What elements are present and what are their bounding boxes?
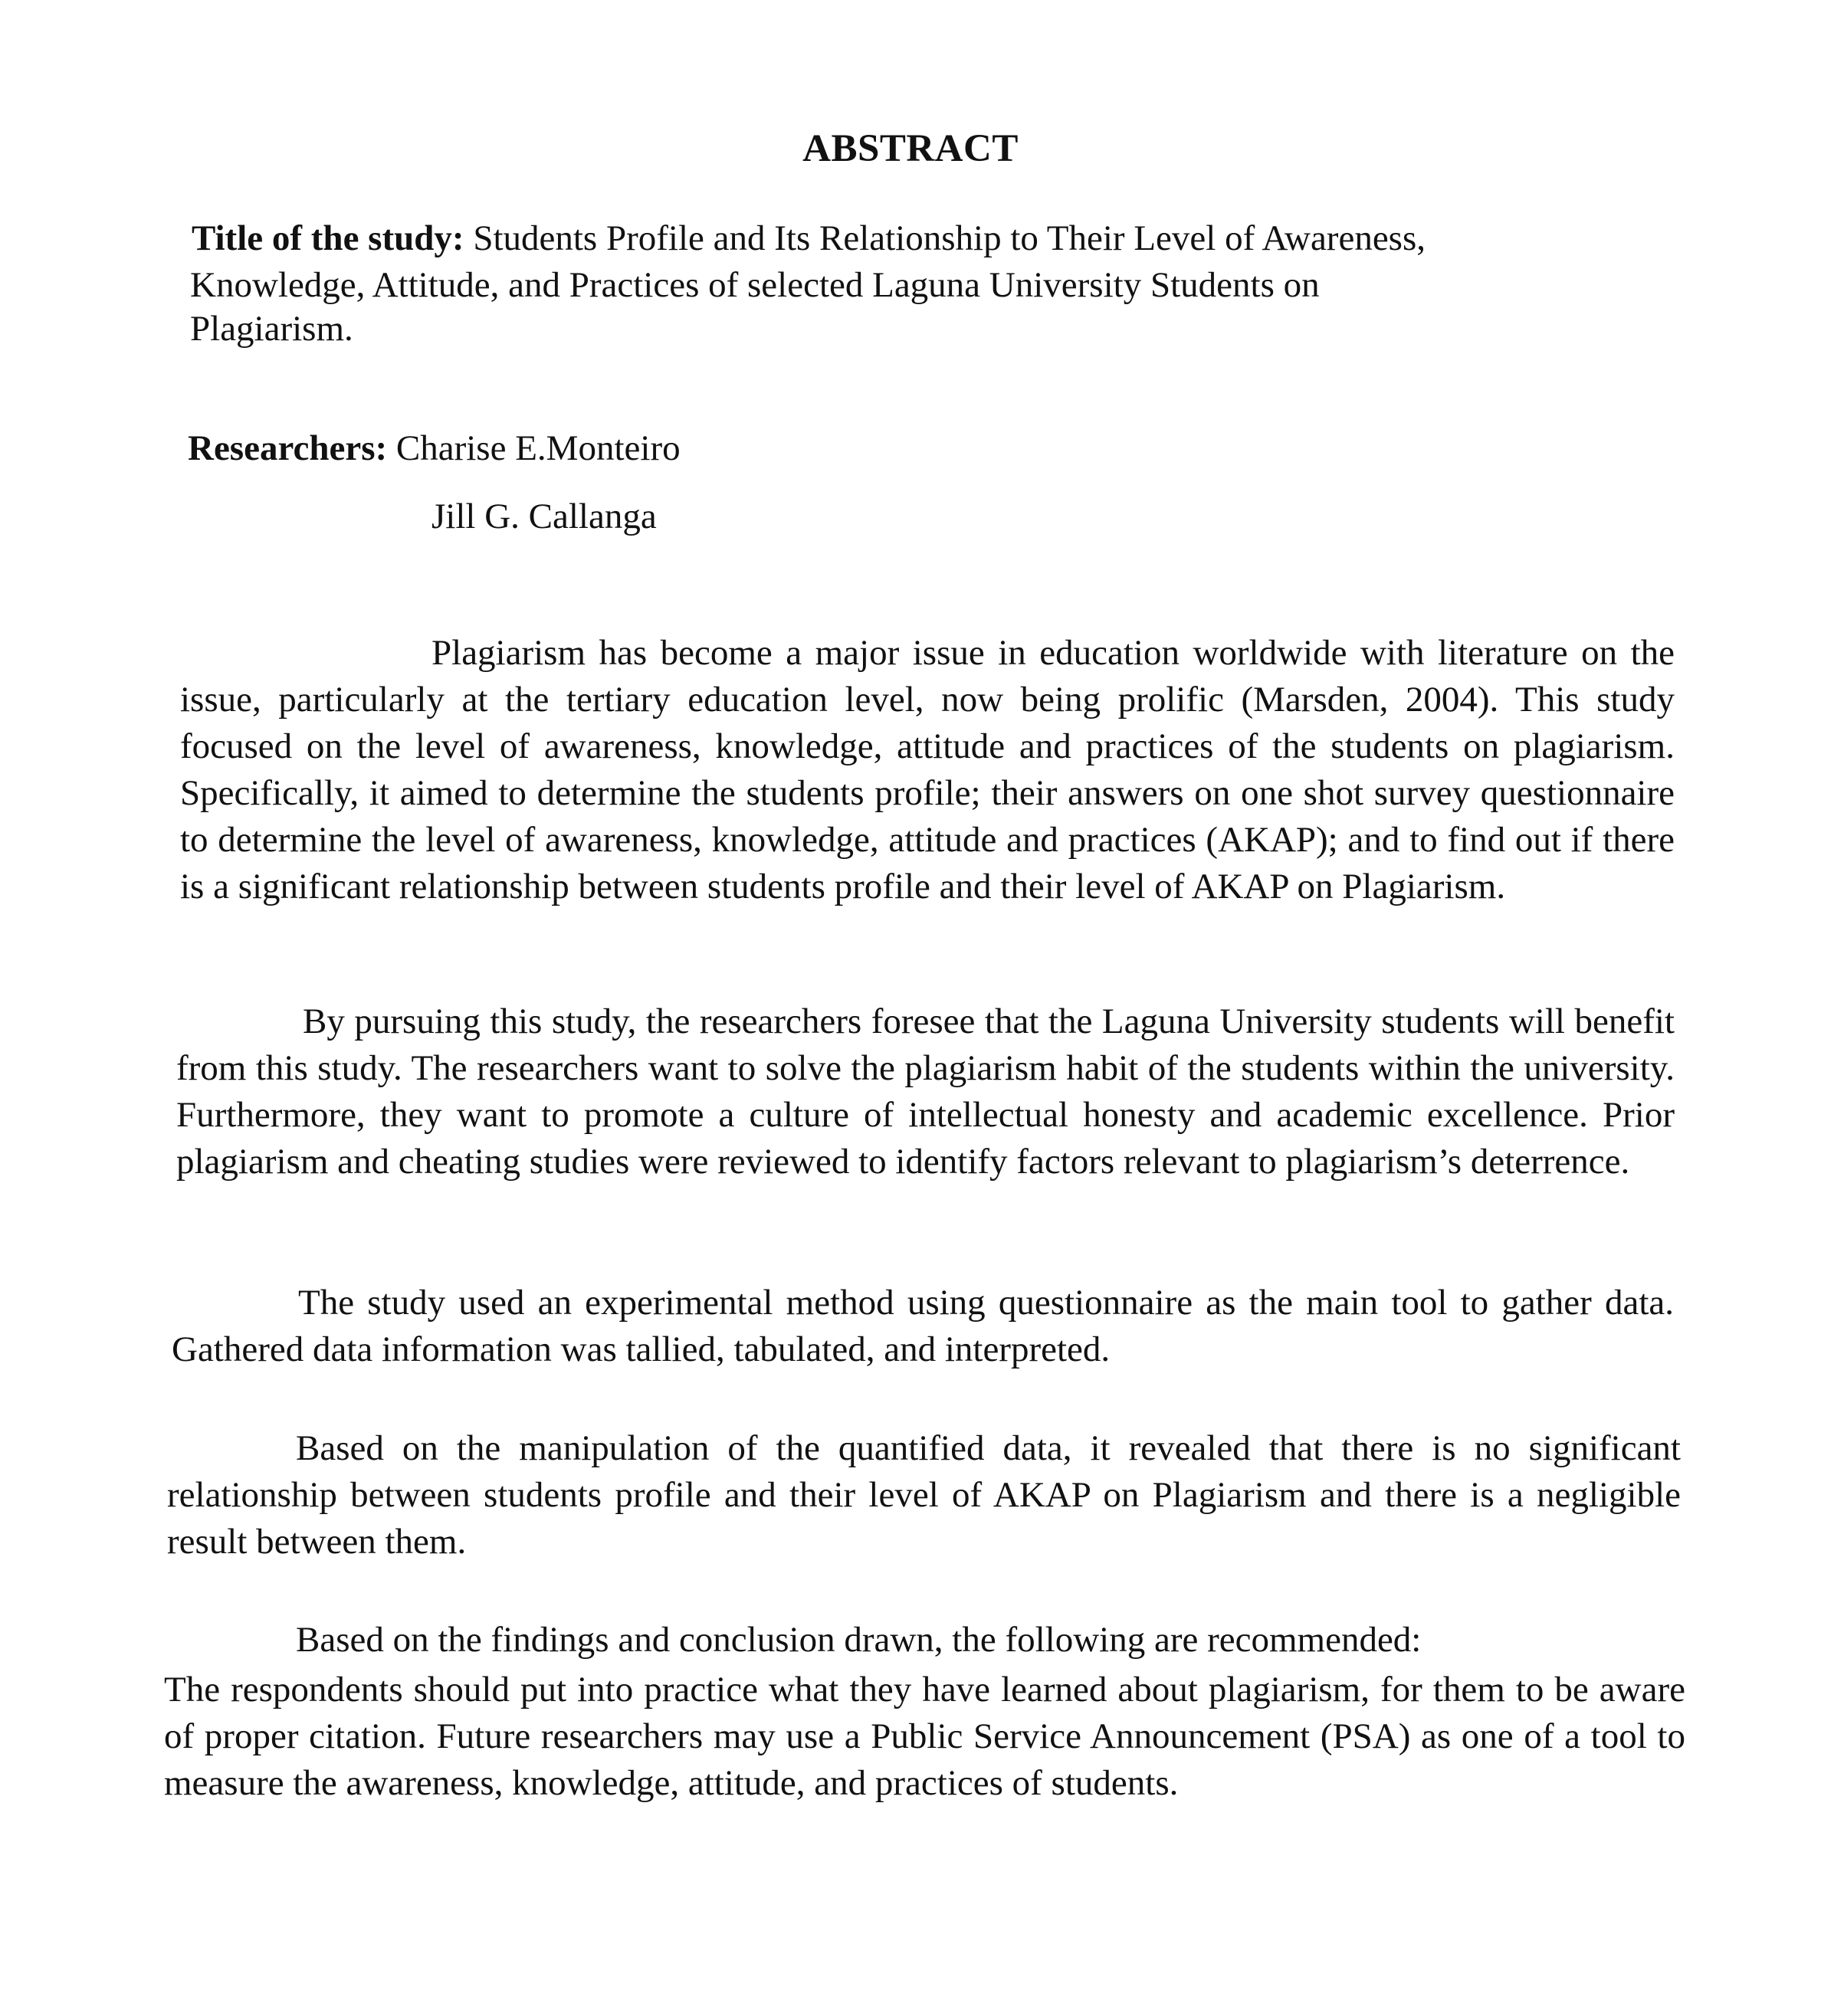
abstract-paragraph-1: Plagiarism has become a major issue in education worldwide with literature on the issue, particularly at the tertiary education level, now being prolific (Marsden, 2004). This study focused on the level of awareness, knowledge, attitude and practices of the students on plagiarism. Specifically, it aimed to determine the students profile; their answers on one shot survey questionnaire to determine the level of awareness, knowledge, attitude and practices (AKAP); and to find out if there is a significant relationship between students profile and their level of AKAP on Plagiarism. (180, 633, 1675, 906)
researchers-label: Researchers: (188, 428, 388, 468)
researchers-line-1 (188, 426, 681, 470)
title-line-2 (190, 263, 1320, 307)
researchers-line-2 (431, 494, 657, 539)
abstract-paragraph-4: Based on the manipulation of the quantified data, it revealed that there is no significant relationship between students profile and their level of AKAP on Plagiarism and there is a negligible result between them. (167, 1428, 1681, 1562)
researcher-name-1: Charise E.Monteiro (395, 428, 681, 468)
abstract-paragraph-2: By pursuing this study, the researchers foresee that the Laguna University students will benefit from this study. The researchers want to solve the plagiarism habit of the students within the university. Furthermore, they want to promote a culture of intellectual honesty and academic excellence. Prior plagiarism and cheating studies were reviewed to identify factors relevant to plagiarism’s deterrence. (176, 1001, 1675, 1182)
abstract-heading: ABSTRACT (802, 127, 1019, 170)
title-text-line-3: Plagiarism. (190, 309, 353, 349)
abstract-paragraph-3: The study used an experimental method using questionnaire as the main tool to gather data. Gathered data information was tallied, tabulated, and interpreted. (172, 1283, 1674, 1369)
title-line-3 (190, 306, 353, 351)
recommendation-body: The respondents should put into practice what they have learned about plagiarism, for them to be aware of proper citation. Future researchers may use a Public Service Announcement (PSA) as one of a tool to measure the awareness, knowledge, attitude, and practices of students. (164, 1670, 1685, 1803)
recommendation-intro: Based on the findings and conclusion drawn, the following are recommended: (296, 1620, 1422, 1660)
title-label: Title of the study: (192, 218, 464, 258)
researcher-name-2: Jill G. Callanga (431, 497, 657, 536)
title-line-1 (192, 216, 1426, 261)
title-text-line-2: Knowledge, Attitude, and Practices of selected Laguna University Students on (190, 265, 1320, 305)
title-text-line-1: Students Profile and Its Relationship to Their Level of Awareness, (473, 218, 1426, 258)
